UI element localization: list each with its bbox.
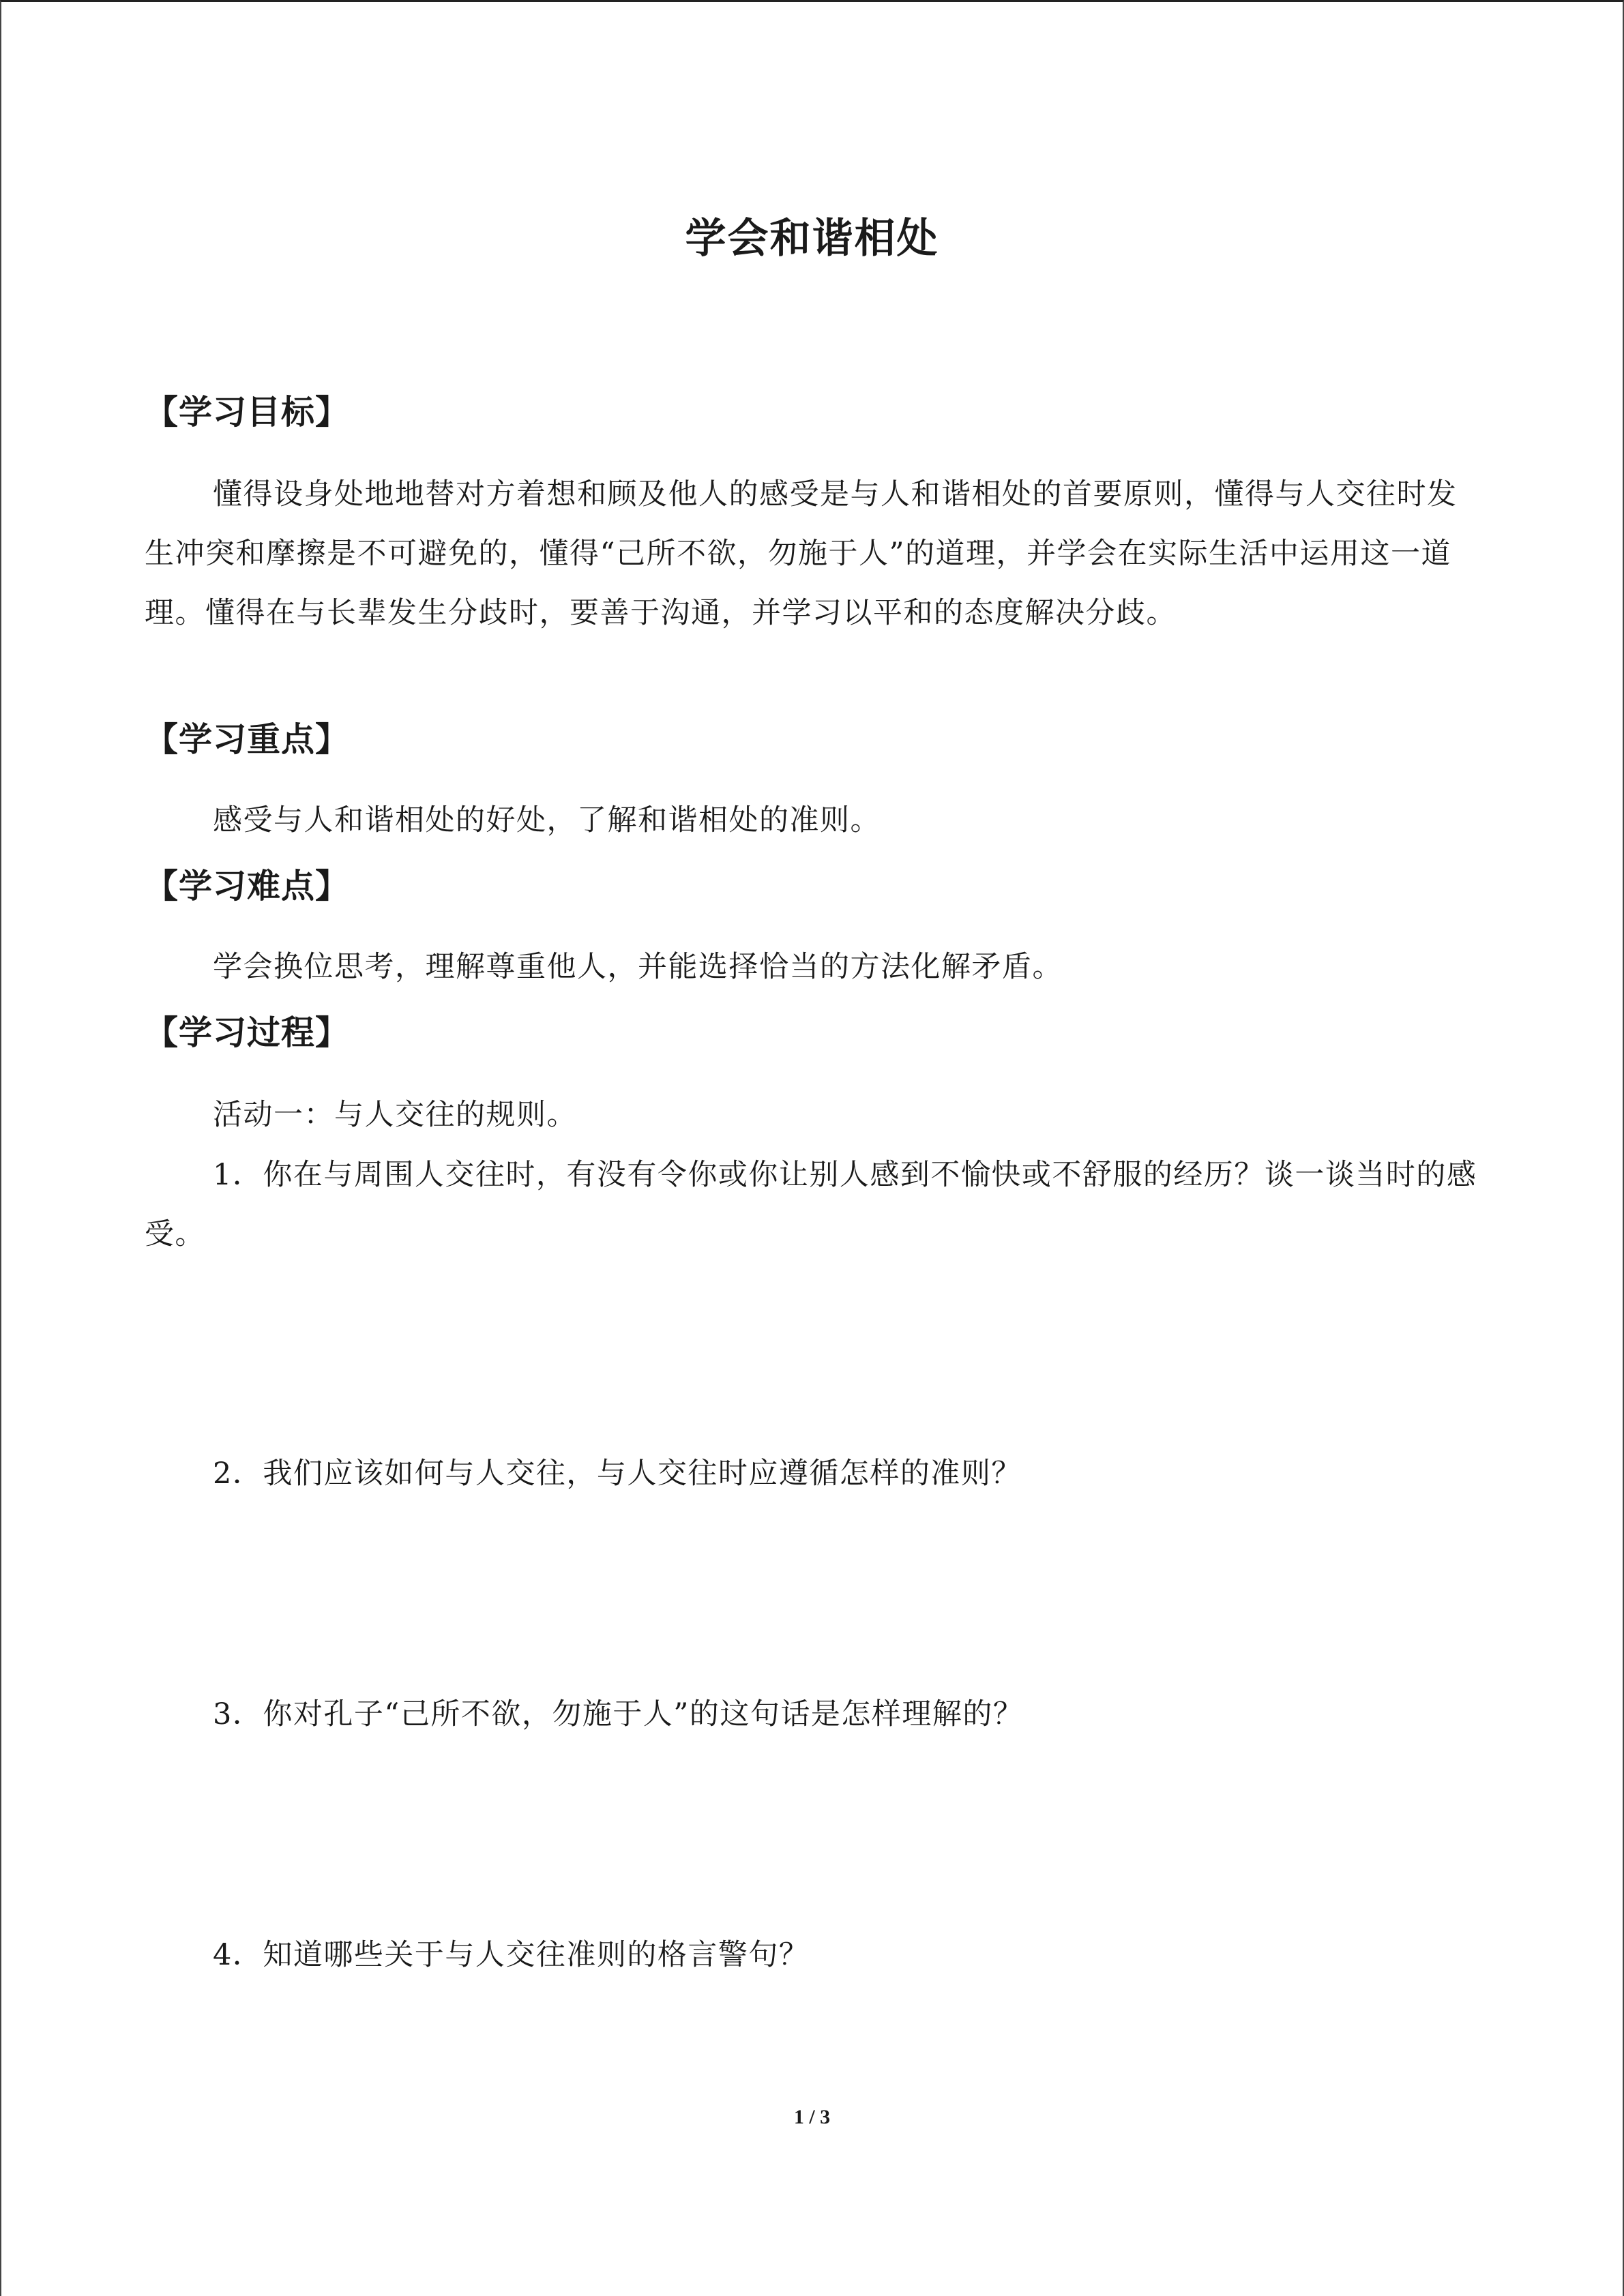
heading-key-points: 【学习重点】 (145, 720, 350, 759)
question-1: 1．你在与周围人交往时，有没有令你或你让别人感到不愉快或不舒服的经历？谈一谈当时的感受。 (145, 1158, 1477, 1251)
difficulties-text: 学会换位思考，理解尊重他人，并能选择恰当的方法化解矛盾。 (213, 950, 1063, 984)
heading-process: 【学习过程】 (145, 1013, 350, 1052)
page-title: 学会和谐相处 (685, 215, 939, 263)
key-points-text: 感受与人和谐相处的好处，了解和谐相处的准则。 (213, 803, 881, 837)
activity-one: 活动一：与人交往的规则。 (213, 1098, 577, 1132)
question-3: 3．你对孔子“己所不欲，勿施于人”的这句话是怎样理解的？ (213, 1697, 1024, 1731)
question-4: 4．知道哪些关于与人交往准则的格言警句？ (213, 1938, 810, 1972)
page-number: 1 / 3 (793, 2106, 831, 2128)
question-2: 2．我们应该如何与人交往，与人交往时应遵循怎样的准则？ (213, 1457, 1022, 1491)
heading-objectives: 【学习目标】 (145, 393, 350, 432)
heading-difficulties: 【学习难点】 (145, 867, 350, 906)
objectives-text: 懂得设身处地地替对方着想和顾及他人的感受是与人和谐相处的首要原则，懂得与人交往时发生冲突和摩擦是不可避免的，懂得“己所不欲，勿施于人”的道理，并学会在实际生活中运用这一道理。懂得在与长辈发生分歧时，要善于沟通，并学习以平和的态度解决分歧。 (145, 477, 1458, 630)
